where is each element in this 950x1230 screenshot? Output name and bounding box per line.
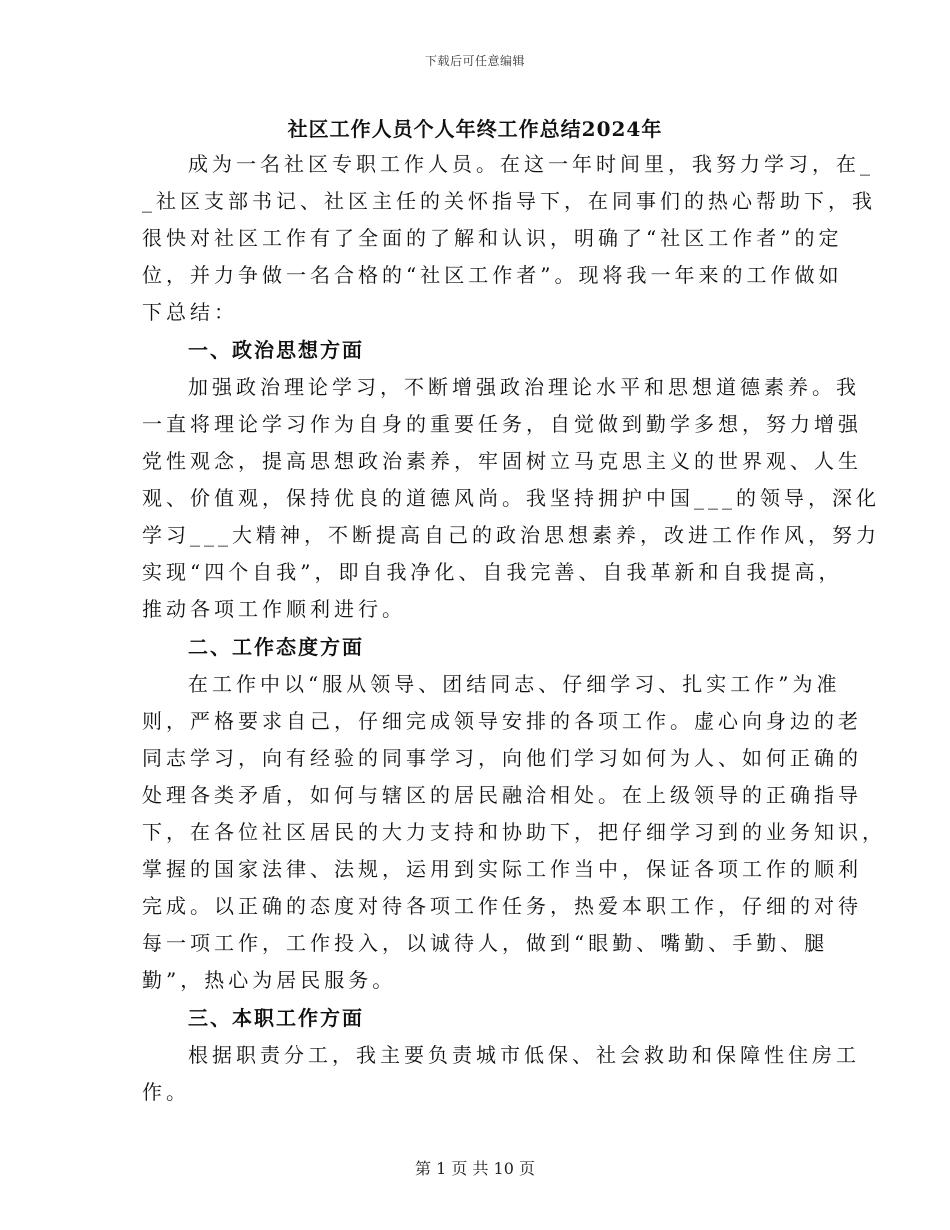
intro-line: 位，并力争做一名合格的“社区工作者”。现将我一年来的工作做如	[142, 263, 843, 287]
paragraph-line: 作。	[142, 1080, 190, 1104]
section-heading-attitude: 二、工作态度方面	[188, 635, 364, 659]
paragraph-line: 处理各类矛盾，如何与辖区的居民融洽相处。在上级领导的正确指导	[142, 783, 862, 807]
paragraph-line: 掌握的国家法律、法规，运用到实际工作当中，保证各项工作的顺利	[142, 857, 862, 881]
section-heading-political: 一、政治思想方面	[188, 338, 364, 362]
intro-line: 成为一名社区专职工作人员。在这一年时间里，我努力学习，在_	[188, 152, 874, 176]
page-header-note: 下载后可任意编辑	[424, 54, 525, 68]
page-number: 第 1 页 共 10 页	[415, 1159, 535, 1178]
paragraph-line: 学习___大精神，不断提高自己的政治思想素养，改进工作作风，努力	[142, 523, 880, 547]
paragraph-line: 则，严格要求自己，仔细完成领导安排的各项工作。虚心向身边的老	[142, 709, 862, 733]
paragraph-line: 同志学习，向有经验的同事学习，向他们学习如何为人、如何正确的	[142, 746, 862, 770]
intro-line: 很快对社区工作有了全面的了解和认识，明确了“社区工作者”的定	[142, 226, 843, 250]
section-heading-duties: 三、本职工作方面	[188, 1006, 364, 1030]
paragraph-line: 下，在各位社区居民的大力支持和协助下，把仔细学习到的业务知识，	[142, 820, 886, 844]
intro-line: 下总结：	[142, 300, 238, 324]
paragraph-line: 每一项工作，工作投入，以诚待人，做到“眼勤、嘴勤、手勤、腿	[142, 931, 829, 955]
paragraph-line: 党性观念，提高思想政治素养，牢固树立马克思主义的世界观、人生	[142, 449, 862, 473]
paragraph-line: 加强政治理论学习，不断增强政治理论水平和思想道德素养。我	[188, 375, 860, 399]
intro-line: _社区支部书记、社区主任的关怀指导下，在同事们的热心帮助下，我	[142, 189, 876, 213]
paragraph-line: 勤”，热心为居民服务。	[142, 968, 397, 992]
paragraph-line: 实现“四个自我”，即自我净化、自我完善、自我革新和自我提高，	[142, 560, 843, 584]
paragraph-line: 推动各项工作顺利进行。	[142, 597, 406, 621]
paragraph-line: 一直将理论学习作为自身的重要任务，自觉做到勤学多想，努力增强	[142, 412, 862, 436]
document-title: 社区工作人员个人年终工作总结2024年	[287, 117, 663, 141]
paragraph-line: 在工作中以“服从领导、团结同志、仔细学习、扎实工作”为准	[188, 672, 841, 696]
paragraph-line: 根据职责分工，我主要负责城市低保、社会救助和保障性住房工	[188, 1043, 860, 1067]
paragraph-line: 观、价值观，保持优良的道德风尚。我坚持拥护中国___的领导，深化	[142, 486, 880, 510]
paragraph-line: 完成。以正确的态度对待各项工作任务，热爱本职工作，仔细的对待	[142, 894, 862, 918]
